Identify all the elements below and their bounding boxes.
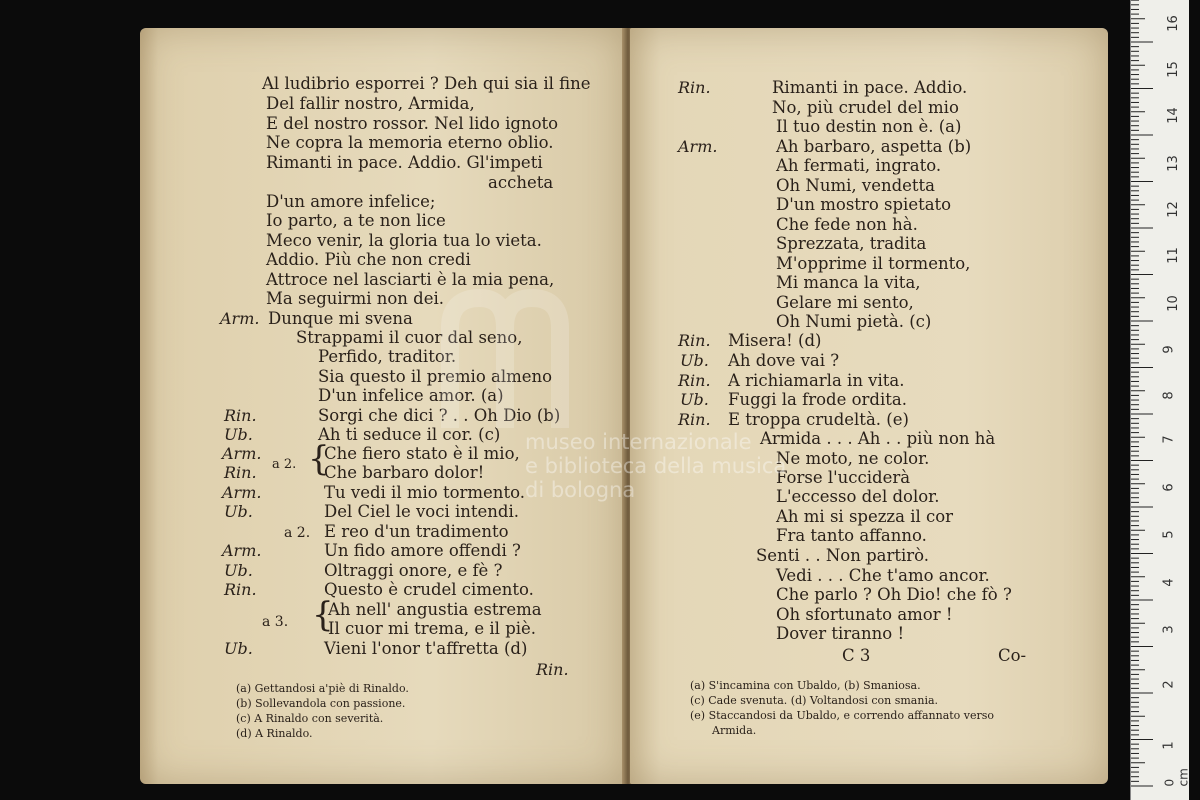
text-line: Ma seguirmi non dei.	[266, 289, 445, 308]
text-line: Oltraggi onore, e fè ?	[324, 561, 503, 580]
speaker-label: Ub.	[224, 561, 253, 580]
ruler-mark: 15	[1165, 61, 1181, 78]
footnote: Armida.	[712, 724, 757, 737]
open-book	[140, 28, 1108, 784]
speaker-label: Rin.	[224, 406, 257, 425]
footnote: (c) Cade svenuta. (d) Voltandosi con smania.	[690, 694, 939, 707]
speaker-label: Ub.	[680, 351, 709, 370]
text-line: E troppa crudeltà. (e)	[728, 410, 909, 429]
speaker-label: Arm.	[222, 483, 262, 502]
ruler-mark: 4	[1161, 578, 1177, 587]
text-line: Del Ciel le voci intendi.	[324, 502, 520, 521]
text-line: Ne moto, ne color.	[776, 449, 930, 468]
measuring-ruler	[1130, 0, 1189, 800]
text-line: accheta	[488, 173, 554, 192]
speaker-label: Arm.	[222, 444, 262, 463]
text-line: Vieni l'onor t'affretta (d)	[324, 639, 528, 658]
text-line: Fuggi la frode ordita.	[728, 390, 907, 409]
text-line: No, più crudel del mio	[772, 98, 959, 117]
text-line: Armida . . . Ah . . più non hà	[760, 429, 996, 448]
speaker-label: Rin.	[678, 371, 711, 390]
text-line: Mi manca la vita,	[776, 273, 921, 292]
right-page	[630, 28, 1108, 784]
text-line: Sia questo il premio almeno	[318, 367, 553, 386]
watermark-line: di bologna	[525, 478, 636, 502]
catchword: Co-	[998, 646, 1027, 665]
text-line: Dunque mi svena	[268, 309, 413, 328]
speaker-label: Arm.	[220, 309, 260, 328]
text-line: Gelare mi sento,	[776, 293, 914, 312]
text-line: Fra tanto affanno.	[776, 526, 927, 545]
ruler-unit: 0 cm	[1162, 768, 1191, 787]
ruler-mark: 5	[1161, 530, 1177, 539]
ruler-mark: 1	[1161, 741, 1177, 750]
text-line: Dover tiranno !	[776, 624, 905, 643]
brace-icon: {	[308, 439, 330, 479]
text-line: Rimanti in pace. Addio. Gl'impeti	[266, 153, 543, 172]
watermark-line: e biblioteca della musica	[525, 454, 787, 478]
a-due-marking: a 2.	[284, 525, 311, 541]
text-line: Sorgi che dici ? . . Oh Dio (b)	[318, 406, 561, 425]
text-line: E reo d'un tradimento	[324, 522, 509, 541]
ruler-mark: 12	[1165, 201, 1181, 218]
watermark-line: museo internazionale	[525, 430, 752, 454]
text-line: Che parlo ? Oh Dio! che fò ?	[776, 585, 1012, 604]
text-line: A richiamarla in vita.	[728, 371, 905, 390]
text-line: Il cuor mi trema, e il piè.	[328, 619, 537, 638]
text-line: Sprezzata, tradita	[776, 234, 927, 253]
text-line: Vedi . . . Che t'amo ancor.	[776, 566, 990, 585]
footnote: (b) Sollevandola con passione.	[236, 697, 406, 710]
text-line: Attroce nel lasciarti è la mia pena,	[266, 270, 555, 289]
brace-icon: {	[312, 595, 334, 635]
ruler-mark: 11	[1165, 247, 1181, 264]
ruler-mark: 8	[1161, 391, 1177, 400]
text-line: Ah mi si spezza il cor	[776, 507, 954, 526]
speaker-label: Rin.	[678, 410, 711, 429]
text-line: Ah fermati, ingrato.	[776, 156, 942, 175]
footnote: (d) A Rinaldo.	[236, 727, 313, 740]
text-line: L'eccesso del dolor.	[776, 487, 940, 506]
text-line: D'un amore infelice;	[266, 192, 436, 211]
text-line: D'un infelice amor. (a)	[318, 386, 504, 405]
speaker-label: Arm.	[222, 541, 262, 560]
text-line: Un fido amore offendi ?	[324, 541, 521, 560]
speaker-label: Ub.	[224, 502, 253, 521]
ruler-mark: 14	[1165, 107, 1181, 124]
text-line: Che barbaro dolor!	[324, 463, 485, 482]
ruler-mark: 9	[1161, 345, 1177, 354]
text-line: Meco venir, la gloria tua lo vieta.	[266, 231, 542, 250]
footnote: (e) Staccandosi da Ubaldo, e correndo affannato verso	[690, 709, 995, 722]
text-line: Al ludibrio esporrei ? Deh qui sia il fine	[262, 74, 591, 93]
text-line: Senti . . Non partirò.	[756, 546, 930, 565]
ruler-mark: 13	[1165, 155, 1181, 172]
museum-logo-icon	[440, 288, 570, 438]
text-line: Misera! (d)	[728, 331, 822, 350]
text-line: Che fiero stato è il mio,	[324, 444, 520, 463]
text-line: Ne copra la memoria eterno oblio.	[266, 133, 554, 152]
text-line: Ah nell' angustia estrema	[328, 600, 542, 619]
speaker-label: Rin.	[678, 78, 711, 97]
speaker-label: Rin.	[678, 331, 711, 350]
text-line: Tu vedi il mio tormento.	[324, 483, 525, 502]
a-tre-marking: a 3.	[262, 614, 289, 630]
speaker-label: Ub.	[224, 425, 253, 444]
text-line: Oh Numi, vendetta	[776, 176, 936, 195]
text-line: Ah ti seduce il cor. (c)	[318, 425, 501, 444]
ruler-mark: 3	[1161, 625, 1177, 634]
text-line: Io parto, a te non lice	[266, 211, 446, 230]
speaker-label: Rin.	[224, 463, 257, 482]
text-line: Forse l'ucciderà	[776, 468, 911, 487]
ruler-mark: 6	[1161, 483, 1177, 492]
text-line: Ah dove vai ?	[728, 351, 840, 370]
watermark-text	[525, 430, 786, 502]
text-line: D'un mostro spietato	[776, 195, 952, 214]
text-line: Perfido, traditor.	[318, 347, 457, 366]
text-line: Addio. Più che non credi	[266, 250, 471, 269]
text-line: Oh Numi pietà. (c)	[776, 312, 932, 331]
footnote: (c) A Rinaldo con severità.	[236, 712, 384, 725]
text-line: Ah barbaro, aspetta (b)	[776, 137, 972, 156]
text-line: Che fede non hà.	[776, 215, 918, 234]
text-line: M'opprime il tormento,	[776, 254, 971, 273]
footnote: (a) Gettandosi a'piè di Rinaldo.	[236, 682, 409, 695]
footnote: (a) S'incamina con Ubaldo, (b) Smaniosa.	[690, 679, 921, 692]
ruler-mark: 2	[1161, 680, 1177, 689]
text-line: Strappami il cuor dal seno,	[296, 328, 523, 347]
speaker-label: Ub.	[680, 390, 709, 409]
a-due-marking: a 2.	[272, 457, 297, 472]
text-line: Questo è crudel cimento.	[324, 580, 534, 599]
text-line: Il tuo destin non è. (a)	[776, 117, 962, 136]
speaker-label: Ub.	[224, 639, 253, 658]
text-line: Rimanti in pace. Addio.	[772, 78, 968, 97]
ruler-mark: 16	[1165, 15, 1181, 32]
ruler-mark: 10	[1165, 295, 1181, 312]
text-line: E del nostro rossor. Nel lido ignoto	[266, 114, 559, 133]
text-line: Del fallir nostro, Armida,	[266, 94, 475, 113]
text-line: Oh sfortunato amor !	[776, 605, 953, 624]
speaker-label: Arm.	[678, 137, 718, 156]
signature-mark: C 3	[842, 646, 871, 665]
catchword: Rin.	[536, 660, 569, 679]
ruler-mark: 7	[1161, 435, 1177, 444]
speaker-label: Rin.	[224, 580, 257, 599]
